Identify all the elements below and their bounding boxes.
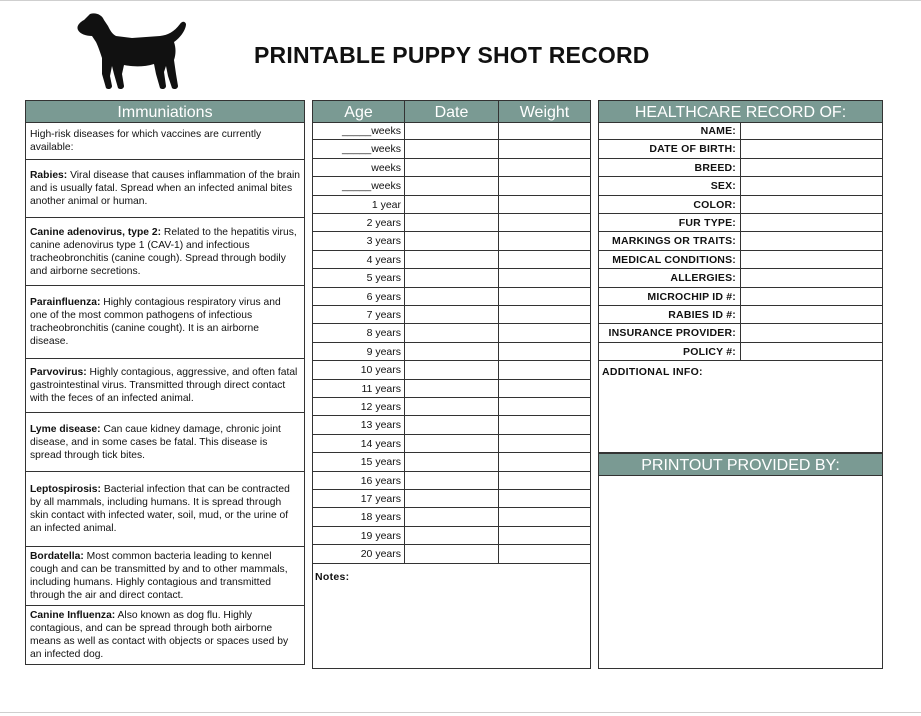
- healthcare-row: [598, 269, 883, 287]
- immunization-text: [30, 483, 300, 535]
- date-cell[interactable]: [405, 140, 499, 158]
- age-cell: 17 years: [312, 490, 405, 508]
- immunization-text: [30, 609, 300, 661]
- age-cell: 19 years: [312, 527, 405, 545]
- date-cell[interactable]: [405, 527, 499, 545]
- date-cell[interactable]: [405, 232, 499, 250]
- printout-area: [598, 475, 883, 669]
- weight-cell[interactable]: [499, 122, 591, 140]
- date-cell[interactable]: [405, 490, 499, 508]
- date-cell[interactable]: [405, 159, 499, 177]
- date-cell[interactable]: [405, 416, 499, 434]
- immunization-name: Canine adenovirus, type 2:: [30, 226, 162, 238]
- age-cell: 11 years: [312, 380, 405, 398]
- dog-silhouette-icon: [72, 12, 190, 92]
- date-cell[interactable]: [405, 196, 499, 214]
- weight-cell[interactable]: [499, 527, 591, 545]
- immunization-name: Lyme disease:: [30, 423, 101, 435]
- healthcare-row: [598, 288, 883, 306]
- age-cell: 16 years: [312, 472, 405, 490]
- immunization-name: Rabies:: [30, 170, 68, 181]
- healthcare-row: [598, 196, 883, 214]
- age-cell: 7 years: [312, 306, 405, 324]
- date-cell[interactable]: [405, 324, 499, 342]
- weight-cell[interactable]: [499, 453, 591, 471]
- immunizations-header: Immuniations: [25, 100, 305, 123]
- age-cell: 12 years: [312, 398, 405, 416]
- healthcare-row: [598, 306, 883, 324]
- date-cell[interactable]: [405, 177, 499, 195]
- healthcare-value[interactable]: [741, 306, 883, 324]
- date-cell[interactable]: [405, 214, 499, 232]
- date-cell[interactable]: [405, 472, 499, 490]
- weight-cell[interactable]: [499, 251, 591, 269]
- healthcare-value[interactable]: [741, 122, 883, 140]
- healthcare-label: MARKINGS OR TRAITS:: [598, 232, 741, 250]
- weight-cell[interactable]: [499, 416, 591, 434]
- date-cell[interactable]: [405, 545, 499, 563]
- age-cell: weeks: [312, 159, 405, 177]
- healthcare-row: [598, 251, 883, 269]
- healthcare-row: [598, 177, 883, 195]
- weight-cell[interactable]: [499, 324, 591, 342]
- healthcare-value[interactable]: [741, 251, 883, 269]
- healthcare-value[interactable]: [741, 214, 883, 232]
- healthcare-label: SEX:: [598, 177, 741, 195]
- healthcare-label: COLOR:: [598, 196, 741, 214]
- weight-cell[interactable]: [499, 545, 591, 563]
- age-cell: 4 years: [312, 251, 405, 269]
- weight-cell[interactable]: [499, 508, 591, 526]
- weight-cell[interactable]: [499, 306, 591, 324]
- immunization-item: [25, 160, 305, 218]
- weight-cell[interactable]: [499, 232, 591, 250]
- immunization-text: [30, 423, 300, 462]
- weight-cell[interactable]: [499, 398, 591, 416]
- immunization-name: Parvovirus:: [30, 367, 87, 378]
- immunization-item: [25, 547, 305, 606]
- date-cell[interactable]: [405, 361, 499, 379]
- immunization-desc: Most common bacteria leading to kennel cough and can be transmitted by and to other mammals, including humans. Highly contagious and transmitted through the air and direct contact.: [30, 551, 288, 601]
- age-cell: _____weeks: [312, 140, 405, 158]
- date-header: Date: [404, 100, 499, 123]
- healthcare-label: MEDICAL CONDITIONS:: [598, 251, 741, 269]
- healthcare-row: [598, 122, 883, 140]
- healthcare-label: FUR TYPE:: [598, 214, 741, 232]
- age-cell: 2 years: [312, 214, 405, 232]
- immunization-desc: Related to the hepatitis virus, canine adenovirus type 1 (CAV-1) and infectious tracheobronchitis (canine cough). Spread through bodily and airborne secretions.: [30, 226, 297, 277]
- weight-cell[interactable]: [499, 269, 591, 287]
- immunization-desc: Can caue kidney damage, chronic joint disease, and in some cases be fatal. This disease is spread through tick bites.: [30, 423, 281, 461]
- date-cell[interactable]: [405, 343, 499, 361]
- healthcare-row: [598, 140, 883, 158]
- age-cell: 18 years: [312, 508, 405, 526]
- healthcare-header: HEALTHCARE RECORD OF:: [598, 100, 883, 123]
- healthcare-row: [598, 232, 883, 250]
- healthcare-row: [598, 214, 883, 232]
- weight-cell[interactable]: [499, 380, 591, 398]
- age-cell: 20 years: [312, 545, 405, 563]
- healthcare-value[interactable]: [741, 177, 883, 195]
- age-cell: 5 years: [312, 269, 405, 287]
- weight-cell[interactable]: [499, 490, 591, 508]
- healthcare-label: INSURANCE PROVIDER:: [598, 324, 741, 342]
- date-cell[interactable]: [405, 306, 499, 324]
- weight-cell[interactable]: [499, 140, 591, 158]
- immunization-item: [25, 218, 305, 286]
- page-title: PRINTABLE PUPPY SHOT RECORD: [254, 42, 650, 68]
- immunization-text: [30, 296, 300, 348]
- immunization-name: Parainfluenza:: [30, 297, 101, 308]
- immunization-item: [25, 359, 305, 413]
- weight-cell[interactable]: [499, 472, 591, 490]
- additional-info-label: ADDITIONAL INFO:: [602, 366, 703, 378]
- healthcare-value[interactable]: [741, 343, 883, 361]
- immunization-desc: Viral disease that causes inflammation of the brain and is usually fatal. Spread when an infected animal bites another animal or human.: [30, 170, 300, 207]
- date-cell[interactable]: [405, 122, 499, 140]
- age-cell: 10 years: [312, 361, 405, 379]
- age-header: Age: [312, 100, 405, 123]
- date-cell[interactable]: [405, 288, 499, 306]
- weight-cell[interactable]: [499, 196, 591, 214]
- notes-label: Notes:: [315, 571, 350, 583]
- healthcare-label: BREED:: [598, 159, 741, 177]
- healthcare-label: POLICY #:: [598, 343, 741, 361]
- weight-cell[interactable]: [499, 288, 591, 306]
- immunization-desc: Bacterial infection that can be contracted by all mammals, including humans. It is spread through skin contact with infected water, soil, mud, or the urine of an infected animal.: [30, 484, 290, 534]
- date-cell[interactable]: [405, 269, 499, 287]
- age-cell: 1 year: [312, 196, 405, 214]
- weight-cell[interactable]: [499, 159, 591, 177]
- age-cell: 14 years: [312, 435, 405, 453]
- age-cell: _____weeks: [312, 122, 405, 140]
- healthcare-label: ALLERGIES:: [598, 269, 741, 287]
- weight-cell[interactable]: [499, 177, 591, 195]
- healthcare-value[interactable]: [741, 324, 883, 342]
- immunization-name: Bordatella:: [30, 551, 84, 562]
- immunization-name: Leptospirosis:: [30, 484, 101, 495]
- weight-cell[interactable]: [499, 214, 591, 232]
- age-cell: 6 years: [312, 288, 405, 306]
- age-cell: 3 years: [312, 232, 405, 250]
- immunization-text: [30, 366, 300, 405]
- immunization-intro: [25, 123, 305, 160]
- healthcare-label: NAME:: [598, 122, 741, 140]
- weight-cell[interactable]: [499, 361, 591, 379]
- immunization-name: Canine Influenza:: [30, 610, 116, 621]
- immunization-desc: Highly contagious respiratory virus and one of the most common pathogens of infectious tracheobronchitis (canine cought). It is an airborne disease.: [30, 297, 281, 347]
- weight-cell[interactable]: [499, 435, 591, 453]
- age-cell: 15 years: [312, 453, 405, 471]
- healthcare-value[interactable]: [741, 232, 883, 250]
- date-cell[interactable]: [405, 398, 499, 416]
- bottom-rule: [0, 712, 921, 713]
- immunization-desc: Also known as dog flu. Highly contagious, and can be spread through both airborne means as well as contact with objects or spaces used by an infected dog.: [30, 610, 289, 660]
- immunization-item: [25, 472, 305, 547]
- healthcare-value[interactable]: [741, 196, 883, 214]
- immunization-item: [25, 606, 305, 665]
- healthcare-value[interactable]: [741, 159, 883, 177]
- top-rule: [0, 0, 921, 1]
- immunization-item: [25, 413, 305, 472]
- immunization-item: [25, 286, 305, 359]
- immunization-text: [30, 226, 300, 278]
- healthcare-value[interactable]: [741, 140, 883, 158]
- healthcare-value[interactable]: [741, 269, 883, 287]
- age-cell: 9 years: [312, 343, 405, 361]
- healthcare-row: [598, 343, 883, 361]
- immunization-text: [30, 169, 300, 208]
- weight-cell[interactable]: [499, 343, 591, 361]
- immunization-text: [30, 550, 300, 602]
- intro-text: High-risk diseases for which vaccines are currently available:: [30, 129, 262, 153]
- age-cell: _____weeks: [312, 177, 405, 195]
- healthcare-row: [598, 324, 883, 342]
- age-cell: 13 years: [312, 416, 405, 434]
- weight-header: Weight: [498, 100, 591, 123]
- healthcare-value[interactable]: [741, 288, 883, 306]
- date-cell[interactable]: [405, 380, 499, 398]
- date-cell[interactable]: [405, 251, 499, 269]
- date-cell[interactable]: [405, 453, 499, 471]
- printout-header: PRINTOUT PROVIDED BY:: [598, 453, 883, 476]
- date-cell[interactable]: [405, 435, 499, 453]
- healthcare-label: RABIES ID #:: [598, 306, 741, 324]
- age-cell: 8 years: [312, 324, 405, 342]
- healthcare-label: DATE OF BIRTH:: [598, 140, 741, 158]
- healthcare-row: [598, 159, 883, 177]
- immunization-desc: Highly contagious, aggressive, and often fatal gastrointestinal virus. Transmitted through direct contact with the feces of an infected animal.: [30, 367, 298, 404]
- healthcare-label: MICROCHIP ID #:: [598, 288, 741, 306]
- date-cell[interactable]: [405, 508, 499, 526]
